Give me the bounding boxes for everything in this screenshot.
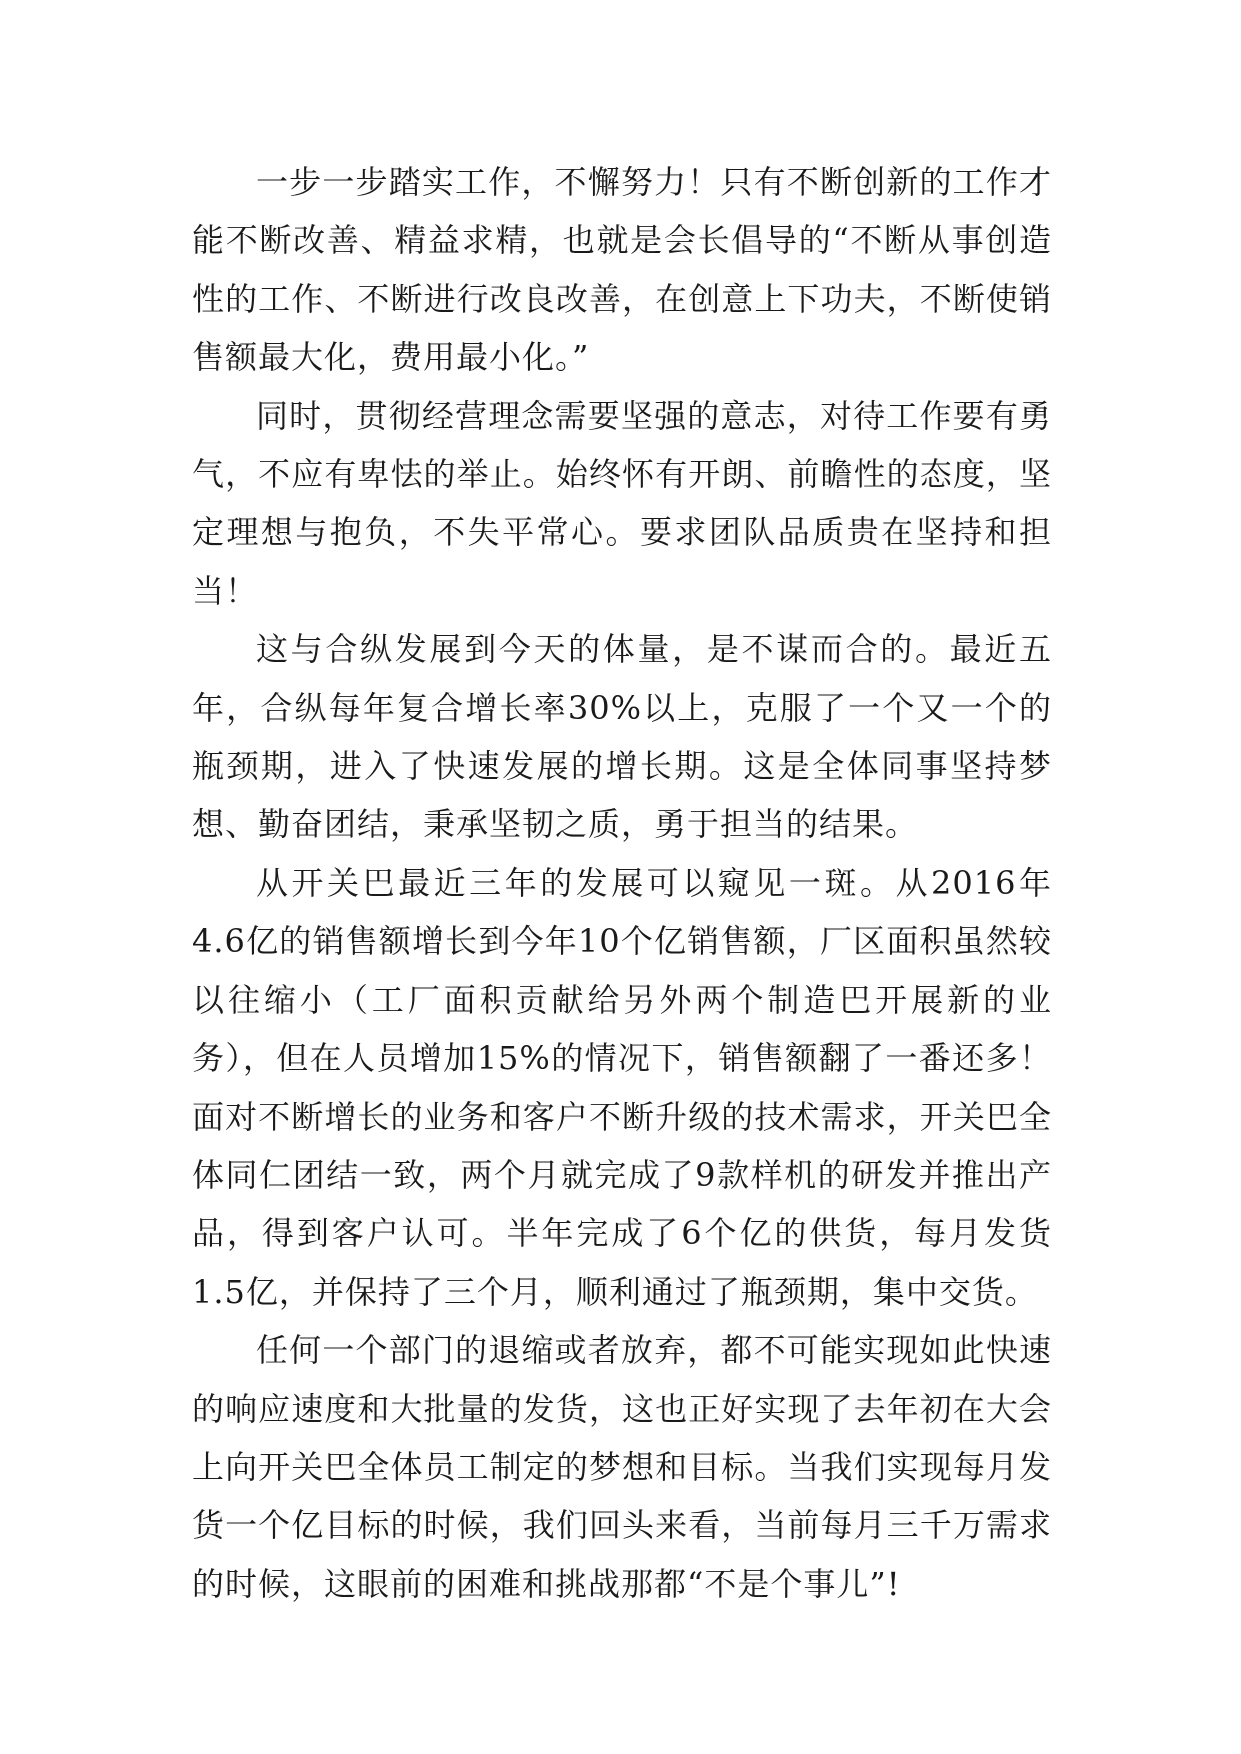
paragraph-3: 这与合纵发展到今天的体量，是不谋而合的。最近五年，合纵每年复合增长率30%以上，克服了一个又一个的瓶颈期，进入了快速发展的增长期。这是全体同事坚持梦想、勤奋团结，秉承坚韧之质，勇于担当的结果。 [192,630,1052,844]
document-body [192,153,1052,1613]
paragraph-2: 同时，贯彻经营理念需要坚强的意志，对待工作要有勇气，不应有卑怯的举止。始终怀有开朗、前瞻性的态度，坚定理想与抱负，不失平常心。要求团队品质贵在坚持和担当！ [192,396,1052,610]
paragraph-5: 任何一个部门的退缩或者放弃，都不可能实现如此快速的响应速度和大批量的发货，这也正好实现了去年初在大会上向开关巴全体员工制定的梦想和目标。当我们实现每月发货一个亿目标的时候，我们回头来看，当前每月三千万需求的时候，这眼前的困难和挑战那都“不是个事儿”! [192,1331,1052,1603]
paragraph-1: 一步一步踏实工作，不懈努力！只有不断创新的工作才能不断改善、精益求精，也就是会长倡导的“不断从事创造性的工作、不断进行改良改善，在创意上下功夫，不断使销售额最大化，费用最小化。” [192,163,1052,377]
paragraph-4: 从开关巴最近三年的发展可以窥见一斑。从2016年4.6亿的销售额增长到今年10个亿销售额，厂区面积虽然较以往缩小（工厂面积贡献给另外两个制造巴开展新的业务），但在人员增加15%的情况下，销售额翻了一番还多！面对不断增长的业务和客户不断升级的技术需求，开关巴全体同仁团结一致，两个月就完成了9款样机的研发并推出产品，得到客户认可。半年完成了6个亿的供货，每月发货1.5亿，并保持了三个月，顺利通过了瓶颈期，集中交货。 [192,863,1052,1311]
